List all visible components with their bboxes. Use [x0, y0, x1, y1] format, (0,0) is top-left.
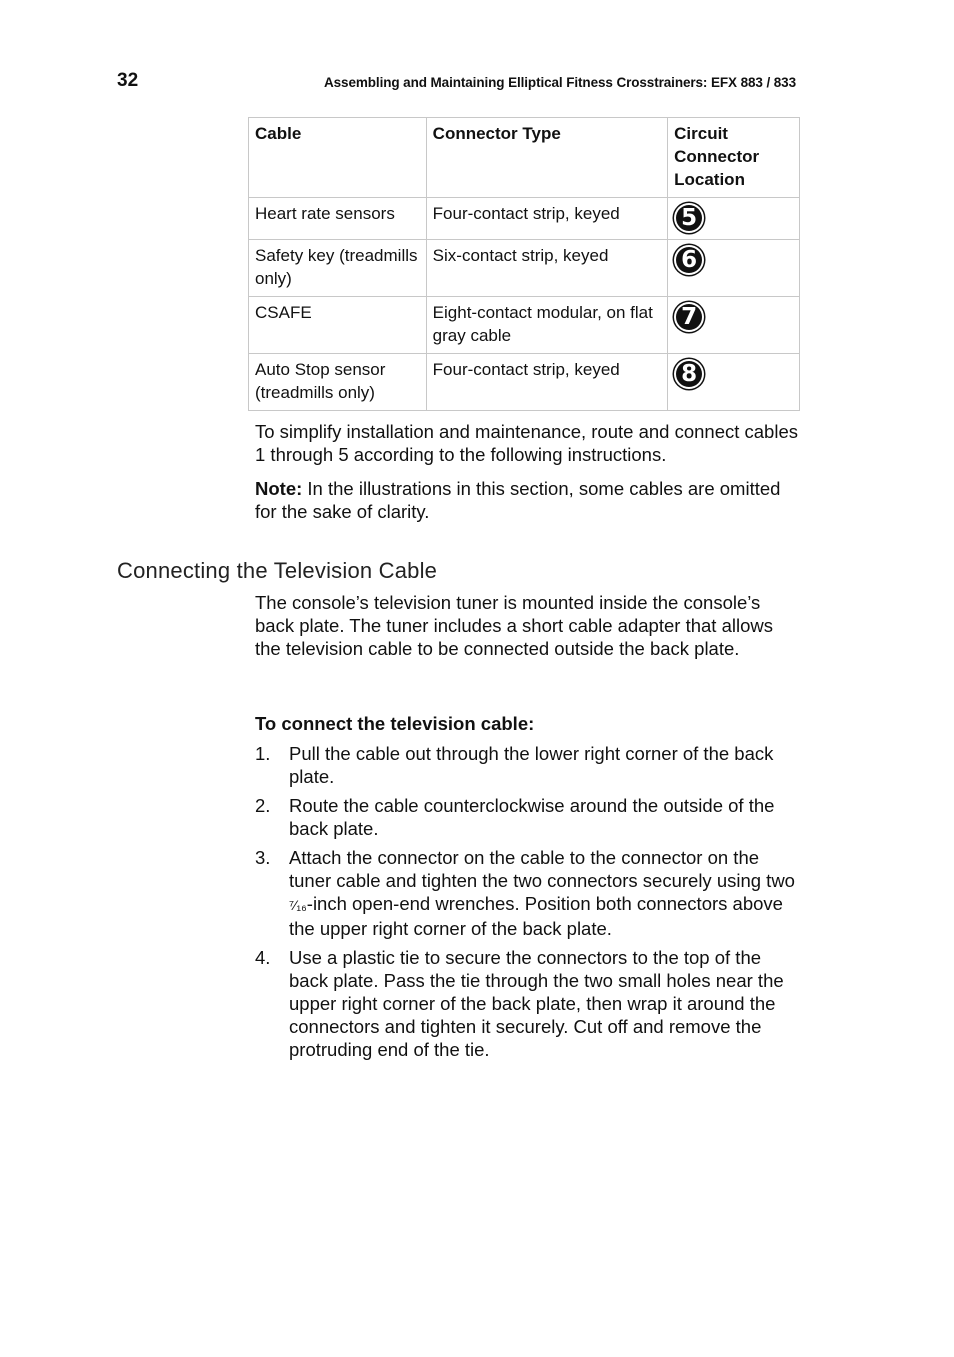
section-paragraph: The console’s television tuner is mounted inside the console’s back plate. The tuner includes a short cable adapter that allows the television cable to be connected outside the back plate. — [255, 592, 773, 659]
cable-cell: CSAFE — [249, 297, 427, 354]
note-text: In the illustrations in this section, some cables are omitted for the sake of clarity. — [255, 478, 781, 522]
table-row — [249, 354, 800, 411]
note-label: Note: — [255, 478, 303, 499]
column-header-location: Circuit Connector Location — [668, 118, 800, 198]
step-number: 3. — [255, 847, 271, 868]
cable-cell: Heart rate sensors — [249, 198, 427, 240]
connector-cell: Six-contact strip, keyed — [426, 240, 667, 297]
page-number: 32 — [117, 70, 139, 91]
number-5-icon: 5 — [674, 203, 704, 233]
procedure-heading: To connect the television cable: — [255, 713, 535, 734]
running-header: Assembling and Maintaining Elliptical Fitness Crosstrainers: EFX 883 / 833 — [324, 75, 796, 90]
number-6-icon: 6 — [674, 245, 704, 275]
step-text: Route the cable counterclockwise around the outside of the back plate. — [289, 795, 775, 839]
list-item — [255, 846, 800, 940]
intro-paragraph: To simplify installation and maintenance, route and connect cables 1 through 5 according to the following instructions. — [255, 421, 798, 465]
number-7-icon: 7 — [674, 302, 704, 332]
step-number: 4. — [255, 947, 271, 968]
cable-cell: Safety key (treadmills only) — [249, 240, 427, 297]
list-item — [255, 742, 800, 788]
step-text-after: -inch open-end wrenches. Position both connectors above the upper right corner of the back plate. — [289, 893, 783, 939]
table-header-row — [249, 118, 800, 198]
location-cell — [668, 240, 800, 297]
connector-cell: Eight-contact modular, on flat gray cable — [426, 297, 667, 354]
note-paragraph — [255, 477, 800, 523]
step-text: Pull the cable out through the lower right corner of the back plate. — [289, 743, 774, 787]
list-item — [255, 794, 800, 840]
connector-cell: Four-contact strip, keyed — [426, 198, 667, 240]
number-8-icon: 8 — [674, 359, 704, 389]
location-cell — [668, 198, 800, 240]
table-row — [249, 240, 800, 297]
column-header-cable: Cable — [249, 118, 427, 198]
step-number: 1. — [255, 743, 271, 764]
location-cell — [668, 354, 800, 411]
step-text: Use a plastic tie to secure the connectors to the top of the back plate. Pass the tie through the two small holes near the upper right corner of the back plate, then wrap it around the connectors and tighten it securely. Cut off and remove the protruding end of the tie. — [289, 947, 784, 1060]
location-cell — [668, 297, 800, 354]
table-row — [249, 297, 800, 354]
cable-cell: Auto Stop sensor (treadmills only) — [249, 354, 427, 411]
section-heading: Connecting the Television Cable — [117, 558, 438, 583]
cable-connector-table — [248, 117, 800, 411]
table-row — [249, 198, 800, 240]
procedure-steps — [255, 742, 800, 1067]
step-number: 2. — [255, 795, 271, 816]
column-header-connector-type: Connector Type — [426, 118, 667, 198]
connector-cell: Four-contact strip, keyed — [426, 354, 667, 411]
list-item — [255, 946, 800, 1061]
fraction: ⁷⁄₁₆ — [289, 897, 307, 913]
step-text-before: Attach the connector on the cable to the connector on the tuner cable and tighten the two connectors securely using two — [289, 847, 795, 891]
